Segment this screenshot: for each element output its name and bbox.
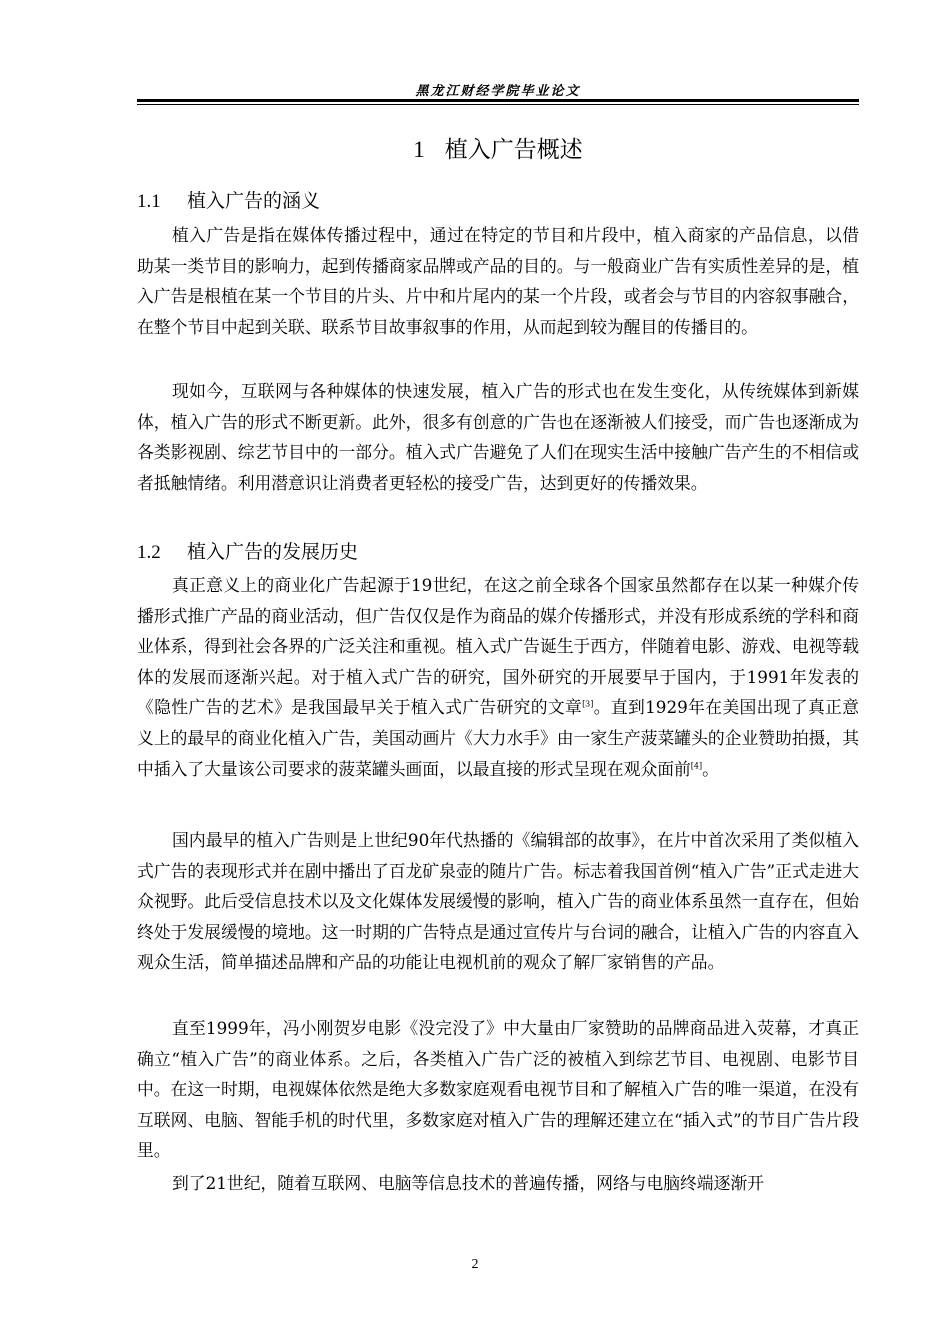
section-title: 植入广告的发展历史	[187, 541, 359, 563]
paragraph-text: 真正意义上的商业化广告起源于19世纪，在这之前全球各个国家虽然都存在以某一种媒介传播形式推广产品的商业活动，但广告仅仅是作为商品的媒介传播形式，并没有形成系统的学科和商业体系，得到社会各界的广泛关注和重视。植入式广告诞生于西方，伴随着电影、游戏、电视等载体的发展而逐渐兴起。对于植入式广告的研究，国外研究的开展要早于国内，于1991年发表的《隐性广告的艺术》是我国最早关于植入式广告研究的文章	[137, 575, 859, 718]
paragraph: 直至1999年，冯小刚贺岁电影《没完没了》中大量由厂家赞助的品牌商品进入荧幕，才真正确立“植入广告”的商业体系。之后，各类植入广告广泛的被植入到综艺节目、电视剧、电影节目中。在这一时期，电视媒体依然是绝大多数家庭观看电视节目和了解植入广告的唯一渠道，在没有互联网、电脑、智能手机的时代里，多数家庭对植入广告的理解还建立在“插入式”的节目广告片段里。	[137, 1018, 859, 1161]
section-number: 1.2	[137, 542, 161, 563]
paragraph	[137, 570, 859, 784]
citation: [4]	[690, 760, 703, 770]
section-title: 植入广告的涵义	[187, 190, 321, 212]
section-number: 1.1	[137, 191, 161, 212]
paragraph-text: 。	[702, 758, 719, 779]
chapter-title-text: 植入广告概述	[444, 137, 583, 163]
paragraph-text: 。直到1929年在美国出现了真正意义上的最早的商业化植入广告，美国动画片《大力水手》由一家生产菠菜罐头的企业赞助拍摄，其中插入了大量该公司要求的菠菜罐头画面，以最直接的形式呈现在观众面前	[137, 697, 859, 779]
page-number: 2	[471, 1257, 479, 1272]
header-rule-thin	[137, 104, 859, 105]
paragraph: 植入广告是指在媒体传播过程中，通过在特定的节目和片段中，植入商家的产品信息，以借助某一类节目的影响力，起到传播商家品牌或产品的目的。与一般商业广告有实质性差异的是，植入广告是根植在某一个节目的片头、片中和片尾内的某一个片段，或者会与节目的内容叙事融合，在整个节目中起到关联、联系节目故事叙事的作用，从而起到较为醒目的传播目的。	[137, 225, 859, 337]
paragraph: 现如今，互联网与各种媒体的快速发展，植入广告的形式也在发生变化，从传统媒体到新媒体，植入广告的形式不断更新。此外，很多有创意的广告也在逐渐被人们接受，而广告也逐渐成为各类影视剧、综艺节目中的一部分。植入式广告避免了人们在现实生活中接触广告产生的不相信或者抵触情绪。利用潜意识让消费者更轻松的接受广告，达到更好的传播效果。	[137, 381, 859, 493]
chapter-number: 1	[413, 137, 425, 162]
chapter-title	[137, 134, 859, 166]
running-header: 黑龙江财经学院毕业论文	[415, 84, 581, 99]
paragraph: 国内最早的植入广告则是上世纪90年代热播的《编辑部的故事》，在片中首次采用了类似植入式广告的表现形式并在剧中播出了百龙矿泉壶的随片广告。标志着我国首例“植入广告”正式走进大众视野。此后受信息技术以及文化媒体发展缓慢的影响，植入广告的商业体系虽然一直存在，但始终处于发展缓慢的境地。这一时期的广告特点是通过宣传片与台词的融合，让植入广告的内容直入观众生活，简单描述品牌和产品的功能让电视机前的观众了解厂家销售的产品。	[137, 830, 859, 973]
section-heading-1-1	[137, 187, 320, 216]
citation: [3]	[582, 699, 594, 709]
paragraph: 到了21世纪，随着互联网、电脑等信息技术的普遍传播，网络与电脑终端逐渐开	[172, 1173, 764, 1193]
header-rule-thick	[137, 99, 859, 102]
section-heading-1-2	[137, 538, 358, 567]
